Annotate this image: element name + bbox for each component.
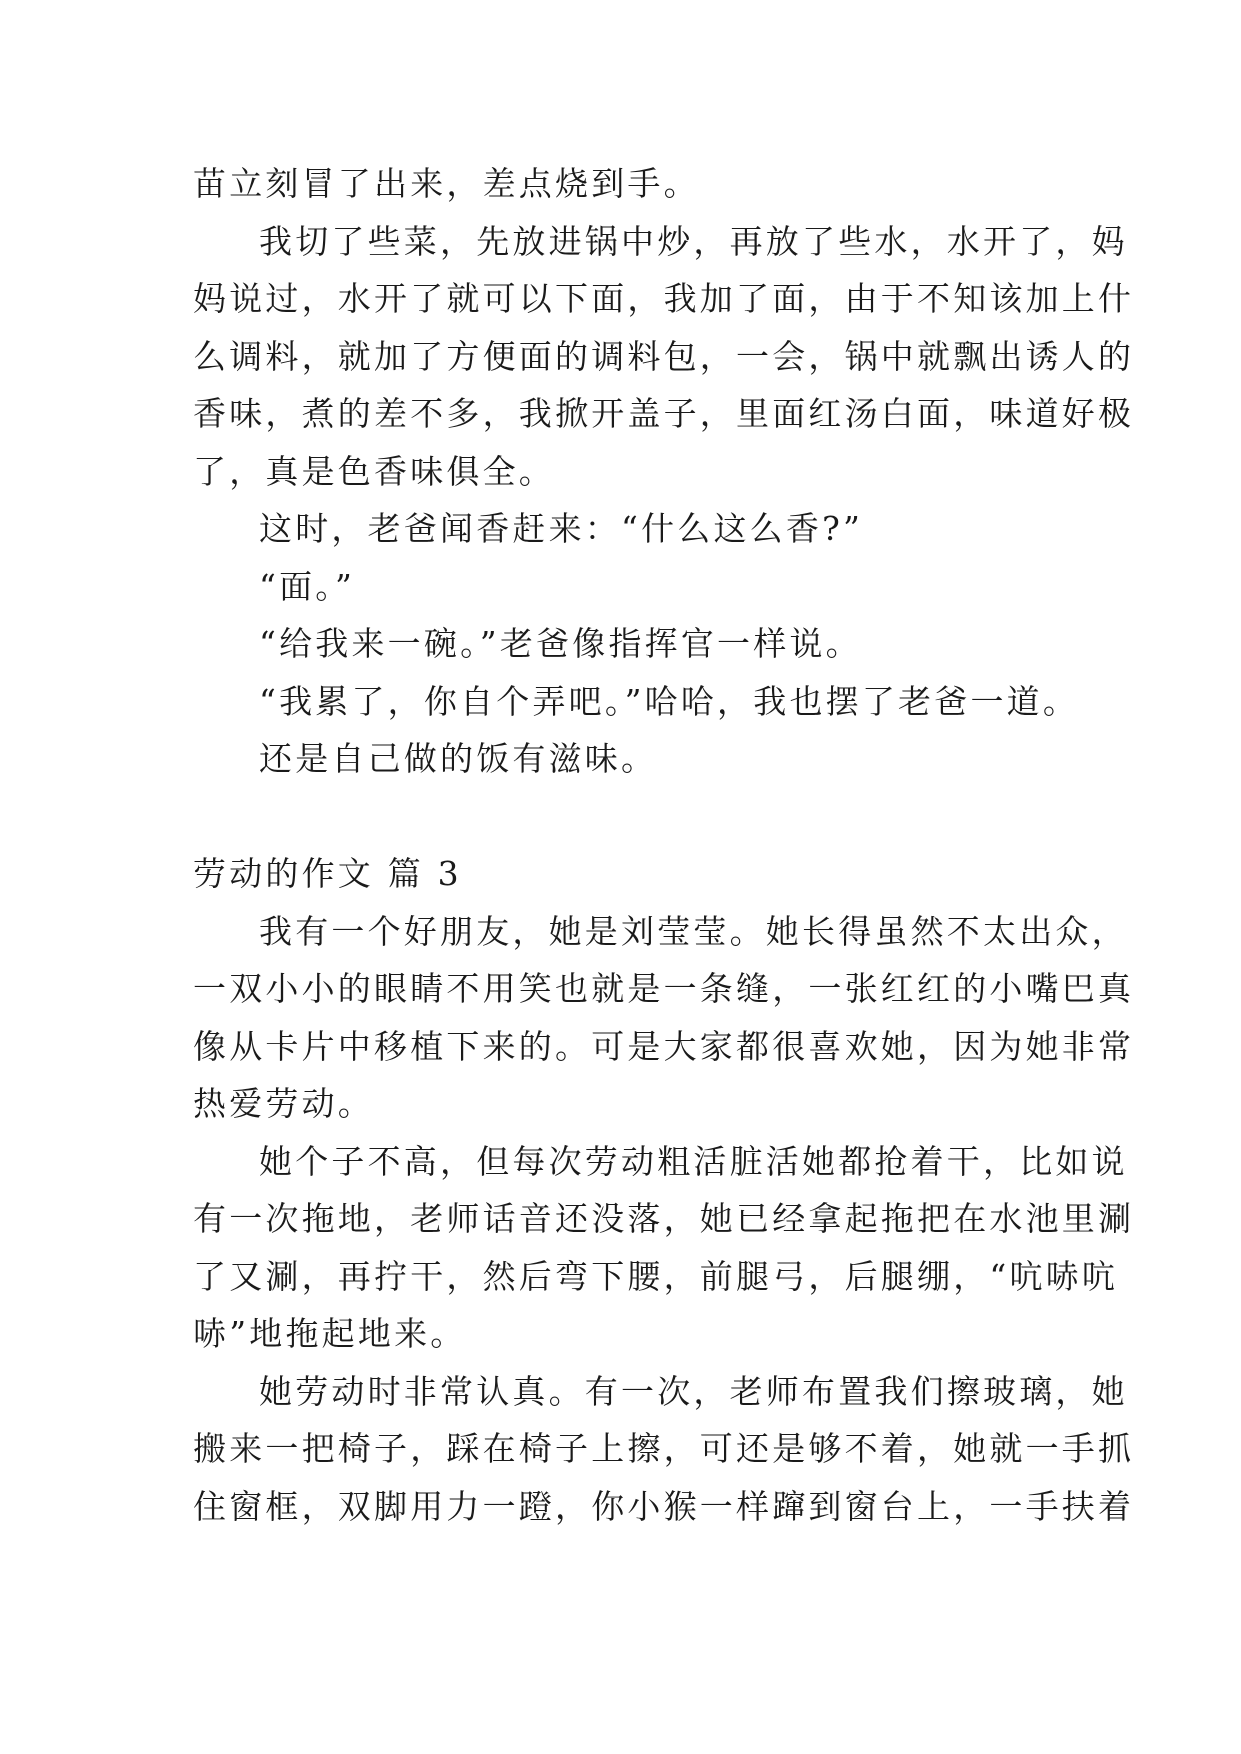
text-line: 妈说过，水开了就可以下面，我加了面，由于不知该加上什 xyxy=(193,279,1135,318)
text-line: 有一次拖地，老师话音还没落，她已经拿起拖把在水池里涮 xyxy=(193,1199,1135,1238)
text-line: 么调料，就加了方便面的调料包，一会，锅中就飘出诱人的 xyxy=(193,336,1135,376)
text-line: 了又涮，再拧干，然后弯下腰，前腿弓，后腿绷，“吭哧吭 xyxy=(193,1256,1119,1296)
text-line: 像从卡片中移植下来的。可是大家都很喜欢她，因为她非常 xyxy=(193,1026,1135,1066)
dialogue-line: 还是自己做的饭有滋味。 xyxy=(259,739,658,778)
document-body xyxy=(193,155,1135,1535)
text-line: 苗立刻冒了出来，差点烧到手。 xyxy=(193,164,700,203)
text-line: 哧”地拖起地来。 xyxy=(193,1314,467,1353)
text-line: 香味，煮的差不多，我掀开盖子，里面红汤白面，味道好极 xyxy=(193,394,1135,433)
text-line: 住窗框，双脚用力一蹬，你小猴一样蹿到窗台上，一手扶着 xyxy=(193,1486,1135,1526)
text-line: 热爱劳动。 xyxy=(193,1084,374,1123)
text-line: 我有一个好朋友，她是刘莹莹。她长得虽然不太出众， xyxy=(259,911,1128,951)
text-line: 她劳动时非常认真。有一次，老师布置我们擦玻璃，她 xyxy=(259,1371,1128,1411)
dialogue-line: “我累了，你自个弄吧。”哈哈，我也摆了老爸一道。 xyxy=(259,681,1080,721)
dialogue-line: 这时，老爸闻香赶来：“什么这么香?” xyxy=(259,509,864,548)
dialogue-line: “给我来一碗。”老爸像指挥官一样说。 xyxy=(259,624,862,663)
text-line: 她个子不高，但每次劳动粗活脏活她都抢着干，比如说 xyxy=(259,1141,1128,1181)
text-line: 我切了些菜，先放进锅中炒，再放了些水，水开了，妈 xyxy=(259,221,1128,261)
text-line: 搬来一把椅子，踩在椅子上擦，可还是够不着，她就一手抓 xyxy=(193,1429,1135,1468)
section-title: 劳动的作文 篇 3 xyxy=(193,854,462,893)
dialogue-line: “面。” xyxy=(259,566,356,606)
text-line: 了，真是色香味俱全。 xyxy=(193,451,555,491)
text-line: 一双小小的眼睛不用笑也就是一条缝，一张红红的小嘴巴真 xyxy=(193,969,1135,1008)
section-spacer xyxy=(193,788,1053,846)
